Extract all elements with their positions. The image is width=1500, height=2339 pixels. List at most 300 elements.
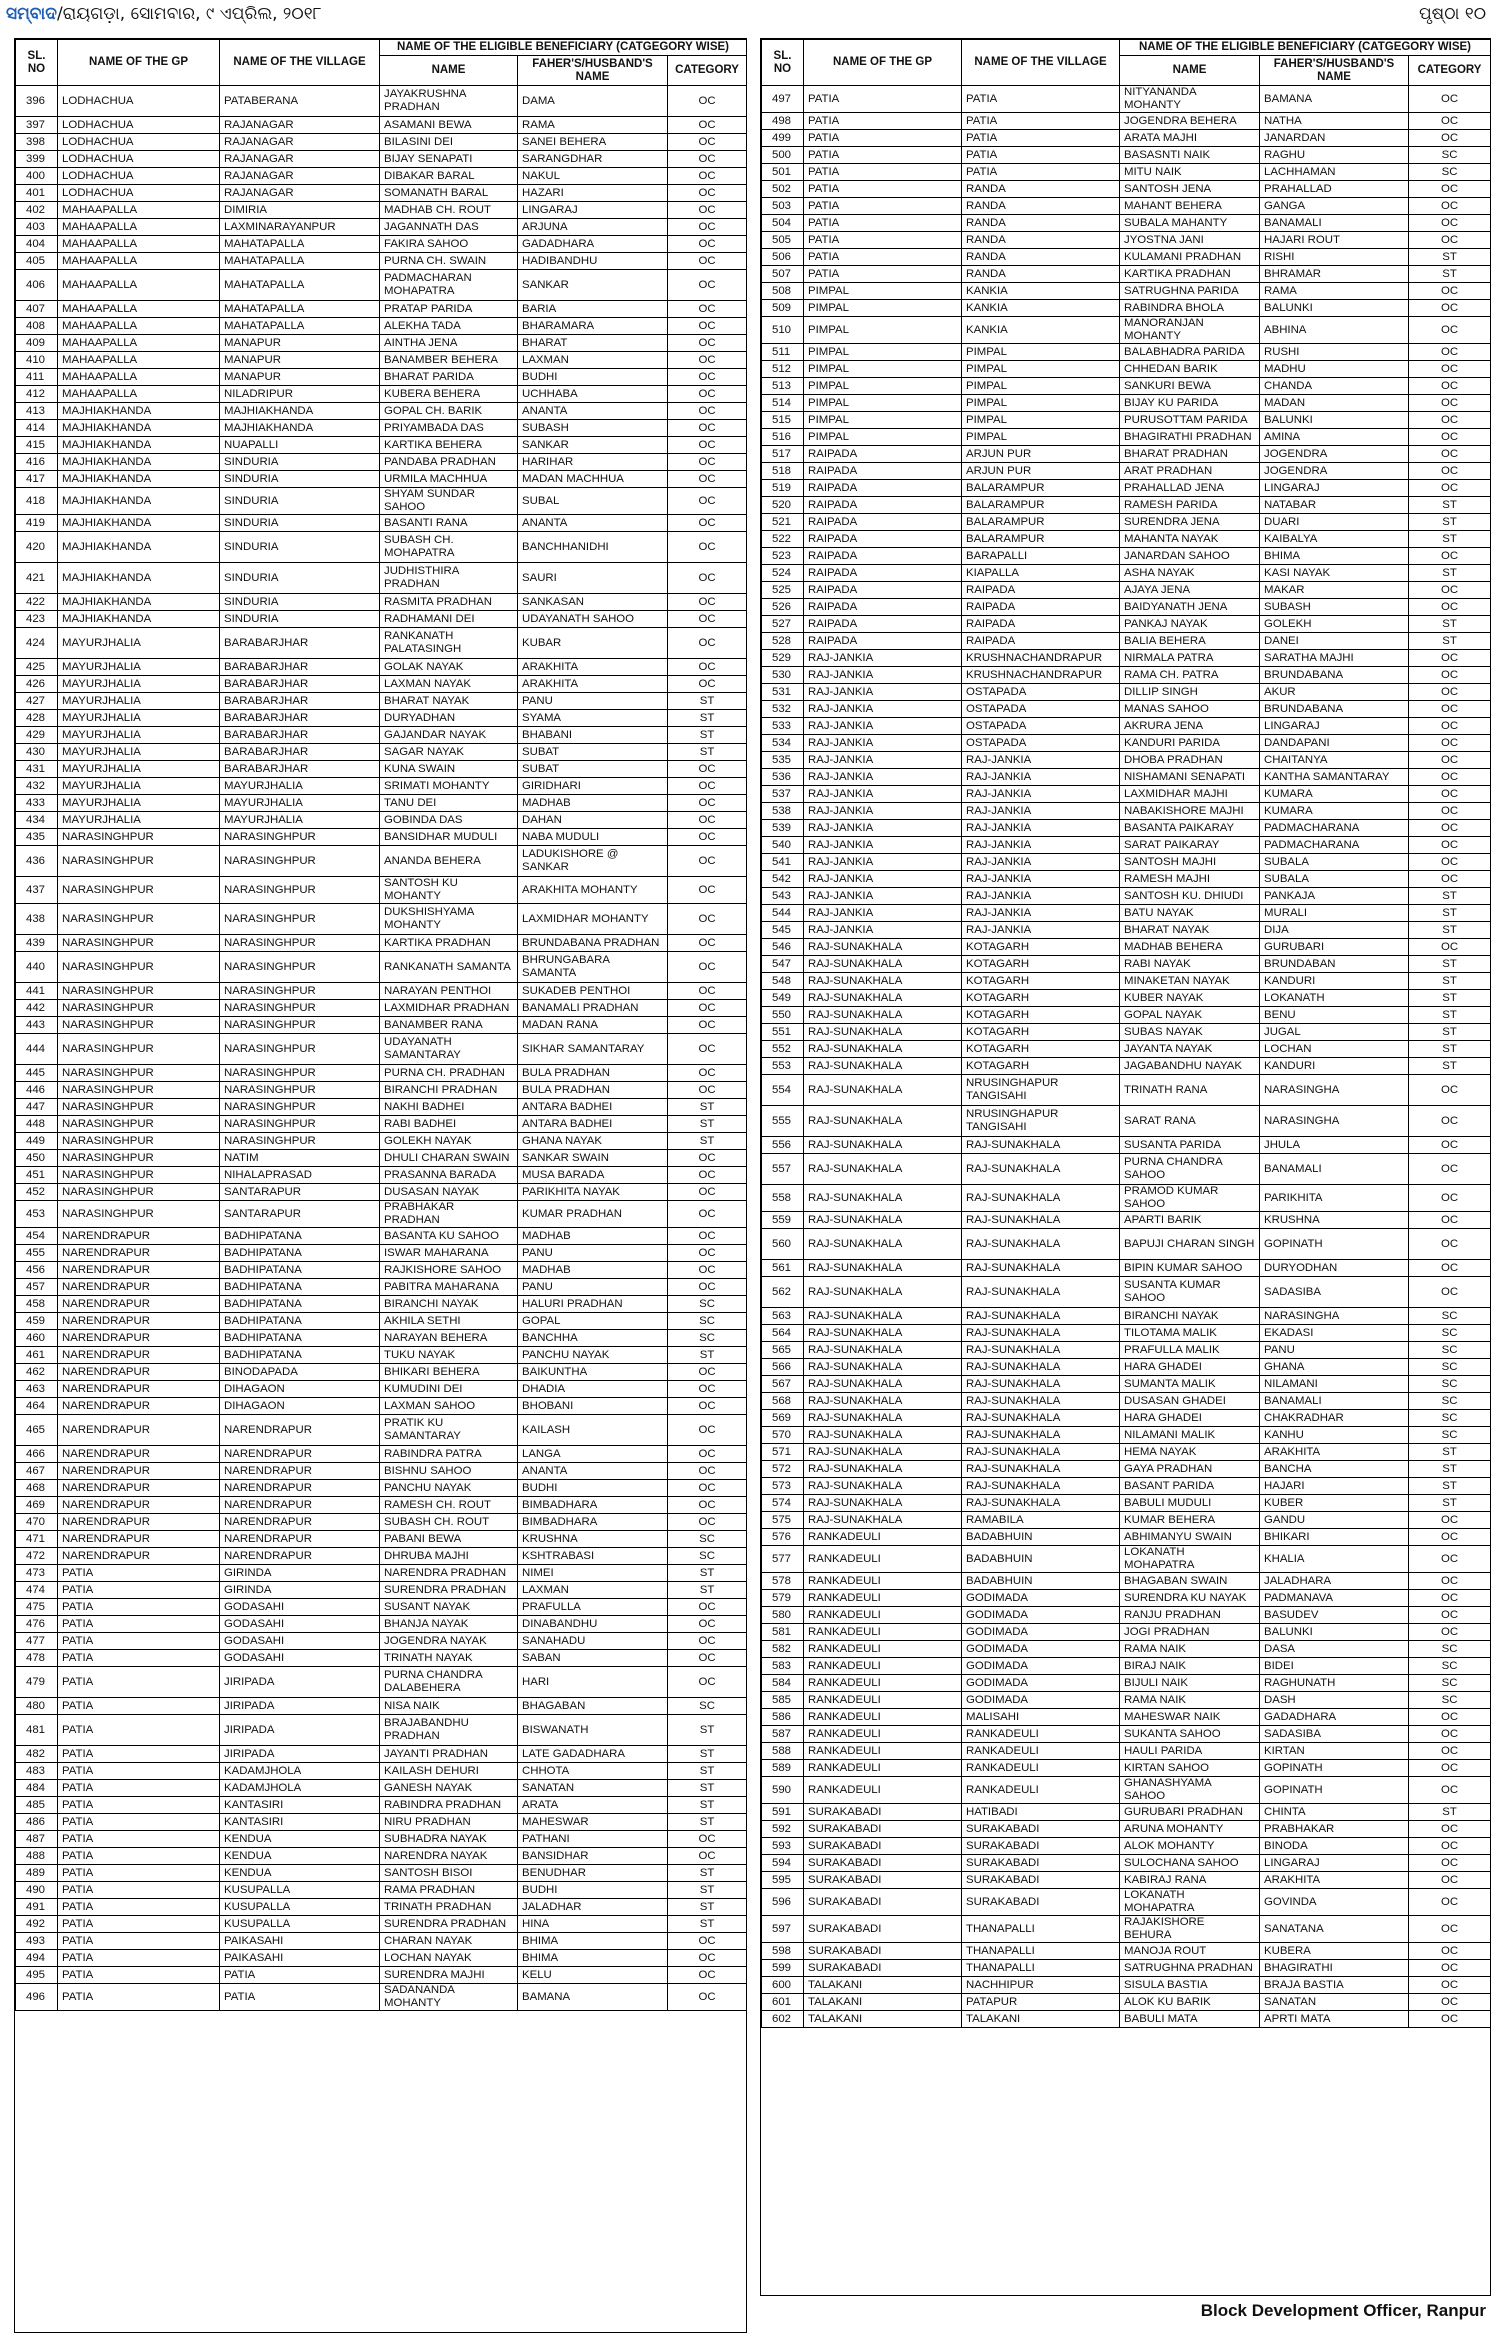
table-row (16, 1446, 747, 1463)
gp-cell: PATIA (804, 130, 962, 147)
name-cell: ABHIMANYU SWAIN (1120, 1529, 1260, 1546)
category-cell: OC (1409, 463, 1491, 480)
sl-no-cell: 581 (762, 1624, 804, 1641)
father-name-cell: GANGA (1260, 198, 1409, 215)
sl-no-cell: 414 (16, 420, 58, 437)
gp-cell: RAJ-SUNAKHALA (804, 956, 962, 973)
table-row (16, 1167, 747, 1184)
father-name-cell: GHANA NAYAK (518, 1133, 668, 1150)
name-cell: SANTOSH KU MOHANTY (380, 877, 518, 904)
village-cell: PAIKASAHI (220, 1933, 380, 1950)
table-row (762, 1804, 1491, 1821)
category-cell: OC (1409, 412, 1491, 429)
name-cell: PRABHAKAR PRADHAN (380, 1201, 518, 1228)
village-cell: RAIPADA (962, 599, 1120, 616)
name-cell: BHARAT NAYAK (1120, 922, 1260, 939)
sl-no-cell: 508 (762, 283, 804, 300)
category-cell: ST (668, 1099, 747, 1116)
gp-cell: SURAKABADI (804, 1916, 962, 1943)
gp-cell: RAJ-JANKIA (804, 752, 962, 769)
father-name-cell: DAHAN (518, 812, 668, 829)
village-cell: RAJ-JANKIA (962, 871, 1120, 888)
category-cell: OC (668, 1034, 747, 1065)
village-cell: RAIPADA (962, 582, 1120, 599)
name-cell: SURENDRA JENA (1120, 514, 1260, 531)
sl-no-cell: 577 (762, 1546, 804, 1573)
sl-no-cell: 491 (16, 1899, 58, 1916)
category-cell: OC (668, 1184, 747, 1201)
sl-no-cell: 579 (762, 1590, 804, 1607)
sl-no-cell: 421 (16, 563, 58, 594)
father-name-cell: BUDHI (518, 369, 668, 386)
category-cell: ST (668, 1116, 747, 1133)
sl-no-cell: 513 (762, 378, 804, 395)
category-cell: OC (668, 403, 747, 420)
village-cell: NIHALAPRASAD (220, 1167, 380, 1184)
gp-cell: RAJ-SUNAKHALA (804, 1359, 962, 1376)
sl-no-cell: 494 (16, 1950, 58, 1967)
gp-cell: RAJ-JANKIA (804, 769, 962, 786)
category-cell: OC (668, 86, 747, 117)
father-name-cell: CHAKRADHAR (1260, 1410, 1409, 1427)
father-name-cell: LACHHAMAN (1260, 164, 1409, 181)
name-cell: PRASANNA BARADA (380, 1167, 518, 1184)
category-cell: OC (668, 594, 747, 611)
col-header-group: NAME OF THE ELIGIBLE BENEFICIARY (CATGEGORY WISE) (1120, 40, 1491, 56)
father-name-cell: UDAYANATH SAHOO (518, 611, 668, 628)
village-cell: PATIA (962, 86, 1120, 113)
father-name-cell: BHIMA (518, 1933, 668, 1950)
category-cell: OC (668, 628, 747, 659)
sl-no-cell: 557 (762, 1154, 804, 1185)
name-cell: RABINDRA PRADHAN (380, 1797, 518, 1814)
village-cell: RAJANAGAR (220, 134, 380, 151)
name-cell: PABITRA MAHARANA (380, 1279, 518, 1296)
name-cell: LOKANATH MOHAPATRA (1120, 1546, 1260, 1573)
table-row (762, 633, 1491, 650)
village-cell: BALARAMPUR (962, 480, 1120, 497)
name-cell: ASAMANI BEWA (380, 117, 518, 134)
sl-no-cell: 504 (762, 215, 804, 232)
village-cell: PATIA (962, 130, 1120, 147)
category-cell: OC (668, 1228, 747, 1245)
sl-no-cell: 442 (16, 1000, 58, 1017)
gp-cell: PATIA (804, 232, 962, 249)
sl-no-cell: 583 (762, 1658, 804, 1675)
table-row (762, 973, 1491, 990)
table-row (16, 515, 747, 532)
village-cell: GODASAHI (220, 1650, 380, 1667)
gp-cell: RAJ-JANKIA (804, 803, 962, 820)
village-cell: KOTAGARH (962, 1058, 1120, 1075)
gp-cell: NARENDRAPUR (58, 1228, 220, 1245)
table-row (762, 939, 1491, 956)
table-row (16, 1814, 747, 1831)
sl-no-cell: 573 (762, 1478, 804, 1495)
gp-cell: RAJ-SUNAKHALA (804, 1342, 962, 1359)
sl-no-cell: 600 (762, 1977, 804, 1994)
category-cell: OC (668, 829, 747, 846)
father-name-cell: SANEI BEHERA (518, 134, 668, 151)
village-cell: BADHIPATANA (220, 1262, 380, 1279)
name-cell: PURNA CHANDRA DALABEHERA (380, 1667, 518, 1698)
sl-no-cell: 447 (16, 1099, 58, 1116)
table-row (762, 86, 1491, 113)
sl-no-cell: 523 (762, 548, 804, 565)
category-cell: OC (1409, 718, 1491, 735)
gp-cell: MAHAAPALLA (58, 219, 220, 236)
village-cell: NARENDRAPUR (220, 1446, 380, 1463)
gp-cell: PIMPAL (804, 395, 962, 412)
table-row (16, 1967, 747, 1984)
sl-no-cell: 533 (762, 718, 804, 735)
table-row (16, 1797, 747, 1814)
father-name-cell: DUARI (1260, 514, 1409, 531)
village-cell: JIRIPADA (220, 1715, 380, 1746)
father-name-cell: KUBAR (518, 628, 668, 659)
table-row (762, 599, 1491, 616)
gp-cell: RAIPADA (804, 531, 962, 548)
gp-cell: RAIPADA (804, 548, 962, 565)
village-cell: HATIBADI (962, 1804, 1120, 1821)
village-cell: SURAKABADI (962, 1855, 1120, 1872)
category-cell: SC (1409, 1658, 1491, 1675)
name-cell: SULOCHANA SAHOO (1120, 1855, 1260, 1872)
table-body-left (16, 86, 747, 2011)
gp-cell: MAHAAPALLA (58, 335, 220, 352)
name-cell: KULAMANI PRADHAN (1120, 249, 1260, 266)
sl-no-cell: 596 (762, 1889, 804, 1916)
category-cell: OC (668, 935, 747, 952)
table-row (762, 1041, 1491, 1058)
village-cell: BALARAMPUR (962, 514, 1120, 531)
table-row (16, 1034, 747, 1065)
father-name-cell: BAIKUNTHA (518, 1364, 668, 1381)
sl-no-cell: 479 (16, 1667, 58, 1698)
sl-no-cell: 552 (762, 1041, 804, 1058)
father-name-cell: RAGHU (1260, 147, 1409, 164)
name-cell: MAHANT BEHERA (1120, 198, 1260, 215)
category-cell: OC (1409, 215, 1491, 232)
gp-cell: PATIA (58, 1916, 220, 1933)
name-cell: AINTHA JENA (380, 335, 518, 352)
gp-cell: LODHACHUA (58, 185, 220, 202)
table-row (16, 1133, 747, 1150)
gp-cell: MAHAAPALLA (58, 202, 220, 219)
name-cell: SUBAS NAYAK (1120, 1024, 1260, 1041)
category-cell: OC (668, 1381, 747, 1398)
category-cell: ST (1409, 905, 1491, 922)
village-cell: SINDURIA (220, 611, 380, 628)
category-cell: OC (1409, 1529, 1491, 1546)
category-cell: OC (668, 236, 747, 253)
name-cell: JAGANNATH DAS (380, 219, 518, 236)
table-row (762, 1855, 1491, 1872)
gp-cell: RAJ-SUNAKHALA (804, 1478, 962, 1495)
sl-no-cell: 565 (762, 1342, 804, 1359)
village-cell: SINDURIA (220, 471, 380, 488)
masthead (6, 4, 321, 24)
table-row (16, 185, 747, 202)
table-row (762, 1658, 1491, 1675)
sl-no-cell: 500 (762, 147, 804, 164)
table-row (762, 378, 1491, 395)
category-cell: OC (668, 1150, 747, 1167)
village-cell: RAJ-JANKIA (962, 888, 1120, 905)
category-cell: OC (668, 1667, 747, 1698)
father-name-cell: ARAKHITA (518, 676, 668, 693)
table-row (762, 1590, 1491, 1607)
sl-no-cell: 507 (762, 266, 804, 283)
father-name-cell: SANKAR SWAIN (518, 1150, 668, 1167)
col-header-name: NAME (1120, 56, 1260, 86)
name-cell: BASANTI RANA (380, 515, 518, 532)
name-cell: MAHESWAR NAIK (1120, 1709, 1260, 1726)
category-cell: OC (668, 1201, 747, 1228)
name-cell: BAPUJI CHARAN SINGH (1120, 1229, 1260, 1260)
category-cell: OC (668, 1831, 747, 1848)
category-cell: OC (668, 1984, 747, 2011)
village-cell: THANAPALLI (962, 1960, 1120, 1977)
table-row (762, 1154, 1491, 1185)
sl-no-cell: 530 (762, 667, 804, 684)
village-cell: KUSUPALLA (220, 1882, 380, 1899)
village-cell: PIMPAL (962, 344, 1120, 361)
name-cell: ALOK MOHANTY (1120, 1838, 1260, 1855)
father-name-cell: KSHTRABASI (518, 1548, 668, 1565)
name-cell: HARA GHADEI (1120, 1410, 1260, 1427)
category-cell: OC (668, 611, 747, 628)
category-cell: OC (668, 335, 747, 352)
sl-no-cell: 409 (16, 335, 58, 352)
father-name-cell: GOPAL (518, 1313, 668, 1330)
gp-cell: RAJ-SUNAKHALA (804, 1495, 962, 1512)
sl-no-cell: 488 (16, 1848, 58, 1865)
category-cell: OC (668, 515, 747, 532)
father-name-cell: ARJUNA (518, 219, 668, 236)
father-name-cell: BENUDHAR (518, 1865, 668, 1882)
category-cell: OC (1409, 480, 1491, 497)
category-cell: OC (1409, 1855, 1491, 1872)
name-cell: BALABHADRA PARIDA (1120, 344, 1260, 361)
father-name-cell: PADMANAVA (1260, 1590, 1409, 1607)
table-row (16, 335, 747, 352)
gp-cell: NARENDRAPUR (58, 1398, 220, 1415)
sl-no-cell: 519 (762, 480, 804, 497)
gp-cell: SURAKABADI (804, 1804, 962, 1821)
sl-no-cell: 463 (16, 1381, 58, 1398)
father-name-cell: LAXMAN (518, 352, 668, 369)
table-row (762, 1342, 1491, 1359)
gp-cell: PATIA (58, 1865, 220, 1882)
village-cell: KENDUA (220, 1831, 380, 1848)
table-row (16, 1899, 747, 1916)
name-cell: JOGENDRA BEHERA (1120, 113, 1260, 130)
table-row (16, 1916, 747, 1933)
gp-cell: SURAKABADI (804, 1838, 962, 1855)
gp-cell: RAJ-SUNAKHALA (804, 1260, 962, 1277)
category-cell: ST (668, 1899, 747, 1916)
category-cell: ST (1409, 249, 1491, 266)
father-name-cell: DANDAPANI (1260, 735, 1409, 752)
category-cell: OC (1409, 300, 1491, 317)
sl-no-cell: 453 (16, 1201, 58, 1228)
village-cell: BADABHUIN (962, 1546, 1120, 1573)
category-cell: OC (668, 1082, 747, 1099)
name-cell: SUSANTA PARIDA (1120, 1137, 1260, 1154)
father-name-cell: RISHI (1260, 249, 1409, 266)
village-cell: NUAPALLI (220, 437, 380, 454)
table-row (762, 888, 1491, 905)
village-cell: BARABARJHAR (220, 744, 380, 761)
village-cell: SURAKABADI (962, 1889, 1120, 1916)
father-name-cell: KUBERA (1260, 1943, 1409, 1960)
father-name-cell: SUBALA (1260, 854, 1409, 871)
sl-no-cell: 555 (762, 1106, 804, 1137)
table-row (762, 786, 1491, 803)
father-name-cell: SANAHADU (518, 1633, 668, 1650)
name-cell: ARAT PRADHAN (1120, 463, 1260, 480)
name-cell: PRIYAMBADA DAS (380, 420, 518, 437)
category-cell: OC (1409, 1821, 1491, 1838)
village-cell: KOTAGARH (962, 990, 1120, 1007)
table-row (762, 514, 1491, 531)
village-cell: RAMABILA (962, 1512, 1120, 1529)
village-cell: MALISAHI (962, 1709, 1120, 1726)
village-cell: RAJ-SUNAKHALA (962, 1393, 1120, 1410)
name-cell: JUDHISTHIRA PRADHAN (380, 563, 518, 594)
sl-no-cell: 492 (16, 1916, 58, 1933)
name-cell: GANESH NAYAK (380, 1780, 518, 1797)
father-name-cell: ARAKHITA (1260, 1872, 1409, 1889)
father-name-cell: ARAKHITA (518, 659, 668, 676)
village-cell: RAJ-JANKIA (962, 905, 1120, 922)
category-cell: OC (668, 1065, 747, 1082)
category-cell: OC (1409, 701, 1491, 718)
village-cell: MANAPUR (220, 352, 380, 369)
name-cell: LOCHAN NAYAK (380, 1950, 518, 1967)
gp-cell: PATIA (58, 1967, 220, 1984)
name-cell: NARAYAN PENTHOI (380, 983, 518, 1000)
sl-no-cell: 522 (762, 531, 804, 548)
sl-no-cell: 478 (16, 1650, 58, 1667)
sl-no-cell: 477 (16, 1633, 58, 1650)
name-cell: GOBINDA DAS (380, 812, 518, 829)
table-row (762, 1960, 1491, 1977)
sl-no-cell: 464 (16, 1398, 58, 1415)
gp-cell: PIMPAL (804, 412, 962, 429)
father-name-cell: NABA MUDULI (518, 829, 668, 846)
category-cell: OC (1409, 198, 1491, 215)
name-cell: RADHAMANI DEI (380, 611, 518, 628)
sl-no-cell: 569 (762, 1410, 804, 1427)
father-name-cell: BANAMALI (1260, 1154, 1409, 1185)
sl-no-cell: 588 (762, 1743, 804, 1760)
sl-no-cell: 602 (762, 2011, 804, 2028)
gp-cell: MAHAAPALLA (58, 386, 220, 403)
father-name-cell: SANATAN (1260, 1994, 1409, 2011)
father-name-cell: BANCHA (1260, 1461, 1409, 1478)
table-row (16, 727, 747, 744)
father-name-cell: DINABANDHU (518, 1616, 668, 1633)
name-cell: KABIRAJ RANA (1120, 1872, 1260, 1889)
gp-cell: NARENDRAPUR (58, 1364, 220, 1381)
gp-cell: MAJHIAKHANDA (58, 471, 220, 488)
village-cell: MAJHIAKHANDA (220, 420, 380, 437)
table-row (16, 1245, 747, 1262)
gp-cell: PATIA (804, 181, 962, 198)
name-cell: PANCHU NAYAK (380, 1480, 518, 1497)
village-cell: LAXMINARAYANPUR (220, 219, 380, 236)
signature-line: Block Development Officer, Ranpur (1200, 2301, 1486, 2320)
father-name-cell: KRUSHNA (518, 1531, 668, 1548)
name-cell: SRIMATI MOHANTY (380, 778, 518, 795)
gp-cell: PIMPAL (804, 344, 962, 361)
name-cell: SURENDRA KU NAYAK (1120, 1590, 1260, 1607)
father-name-cell: LATE GADADHARA (518, 1746, 668, 1763)
sl-no-cell: 467 (16, 1463, 58, 1480)
gp-cell: PATIA (58, 1899, 220, 1916)
sl-no-cell: 483 (16, 1763, 58, 1780)
village-cell: PATIA (962, 164, 1120, 181)
gp-cell: NARASINGHPUR (58, 904, 220, 935)
category-cell: OC (1409, 1075, 1491, 1106)
father-name-cell: HAZARI (518, 185, 668, 202)
gp-cell: RAJ-SUNAKHALA (804, 1512, 962, 1529)
table-row (16, 1082, 747, 1099)
gp-cell: PATIA (804, 113, 962, 130)
name-cell: PRAFULLA MALIK (1120, 1342, 1260, 1359)
table-row (16, 1398, 747, 1415)
name-cell: DUSASAN GHADEI (1120, 1393, 1260, 1410)
name-cell: RABI NAYAK (1120, 956, 1260, 973)
father-name-cell: SIKHAR SAMANTARAY (518, 1034, 668, 1065)
category-cell: OC (668, 532, 747, 563)
table-row (762, 990, 1491, 1007)
sl-no-cell: 599 (762, 1960, 804, 1977)
table-row (16, 1000, 747, 1017)
category-cell: ST (1409, 633, 1491, 650)
village-cell: NARENDRAPUR (220, 1548, 380, 1565)
name-cell: BIRANCHI NAYAK (380, 1296, 518, 1313)
father-name-cell: BIMBADHARA (518, 1497, 668, 1514)
gp-cell: NARASINGHPUR (58, 952, 220, 983)
gp-cell: PATIA (58, 1933, 220, 1950)
village-cell: MAHATAPALLA (220, 301, 380, 318)
category-cell: OC (1409, 1838, 1491, 1855)
father-name-cell: BIMBADHARA (518, 1514, 668, 1531)
table-row (762, 1212, 1491, 1229)
category-cell: OC (1409, 786, 1491, 803)
name-cell: RAMESH MAJHI (1120, 871, 1260, 888)
sl-no-cell: 556 (762, 1137, 804, 1154)
gp-cell: RAJ-SUNAKHALA (804, 1185, 962, 1212)
village-cell: RAIPADA (962, 633, 1120, 650)
father-name-cell: KANDURI (1260, 1058, 1409, 1075)
village-cell: RANDA (962, 266, 1120, 283)
name-cell: SHYAM SUNDAR SAHOO (380, 488, 518, 515)
father-name-cell: KANTHA SAMANTARAY (1260, 769, 1409, 786)
village-cell: PATIA (220, 1984, 380, 2011)
category-cell: ST (1409, 1478, 1491, 1495)
village-cell: MAHATAPALLA (220, 236, 380, 253)
village-cell: PIMPAL (962, 395, 1120, 412)
sl-no-cell: 461 (16, 1347, 58, 1364)
sl-no-cell: 454 (16, 1228, 58, 1245)
gp-cell: RAJ-SUNAKHALA (804, 1075, 962, 1106)
category-cell: OC (1409, 650, 1491, 667)
table-row (16, 1984, 747, 2011)
